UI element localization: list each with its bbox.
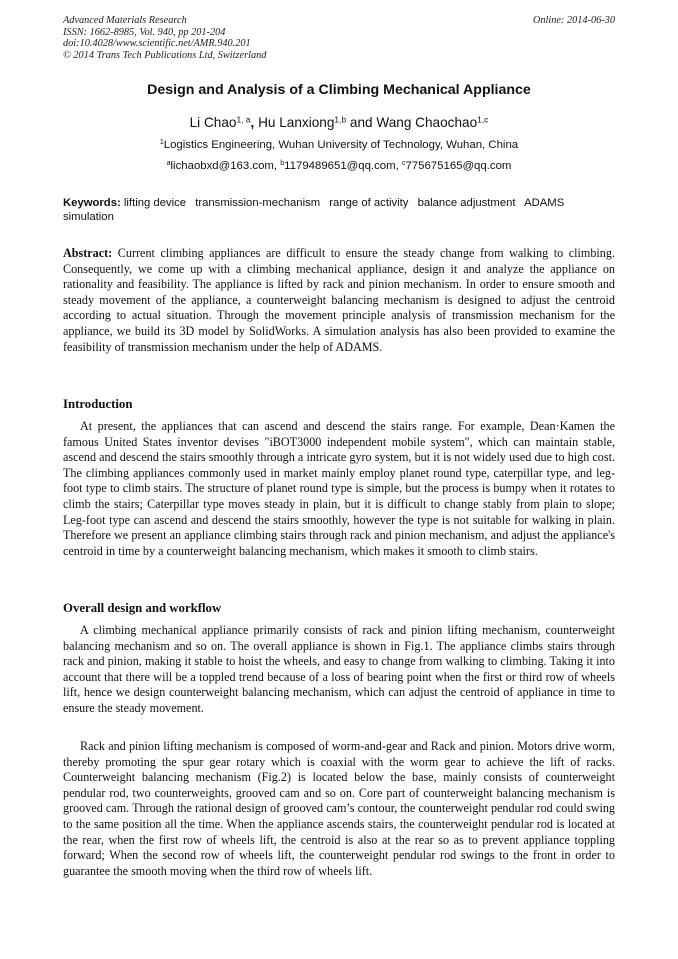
affiliation-text: Logistics Engineering, Wuhan University of Technology, Wuhan, China [163,139,519,151]
overall-design-paragraph: A climbing mechanical appliance primarily consists of rack and pinion lifting mechanism, counterweight balancing mechanism and so on. The overall appliance is shown in Fig.1. The appliance climbs stairs through rack and pinion, making it stable to hoist the wheels, and easy to change from walking to climbing. Taking it into account that there will be a toppled trend because of a loss of bearing point when the first or third row of wheels lift, hence we design counterweight balancing mechanism, which can adjust the centroid of appliance in time to ensure the steady movement. [63,623,615,715]
author-name: Wang Chaochao [376,115,478,130]
author-and: and [349,115,373,130]
journal-name: Advanced Materials Research [63,15,187,26]
author-affiliation-mark: 1,b [334,114,347,125]
keyword: transmission-mechanism [195,197,321,209]
author-name: Li Chao [189,115,237,130]
email-link[interactable]: 1179489651@qq.com [284,160,396,172]
keywords [63,196,615,224]
section-heading-overall-design: Overall design and workflow [63,601,222,615]
email-link[interactable]: 775675165@qq.com [405,160,512,172]
keyword: balance adjustment [417,197,516,209]
author-name: Hu Lanxiong [258,115,335,130]
journal-issn: ISSN: 1662-8985, Vol. 940, pp 201-204 [63,26,226,38]
abstract-text: Current climbing appliances are difficult to ensure the steady change from walking to climbing. Consequently, we come up with a climbing mechanical appliance, design it and analyze the appliance on rationality and feasibility. The appliance is lifted by rack and pinion mechanism. In order to ensure smooth and steady movement of the appliance, a counterweight balancing mechanism is designed to adjust the centroid according to actual situation. Through the movement principle analysis of transmission mechanism for the appliance, we build its 3D model by SolidWorks. A simulation analysis has also been provided to examine the feasibility of transmission mechanism under the help of ADAMS. [63,246,615,354]
abstract-label: Abstract: [63,246,113,260]
keyword: range of activity [329,197,409,209]
author-list [0,115,678,130]
keyword: ADAMS simulation [63,197,565,224]
overall-design-paragraph: Rack and pinion lifting mechanism is composed of worm-and-gear and Rack and pinion. Motors drive worm, thereby promoting the spur gear rotary which is coaxial with the worm gear to achieve the lift of racks. Counterweight balancing mechanism (Fig.2) is located below the base, mainly consists of counterweight pendular rod, two counterweights, grooved cam and so on. Core part of counterweight balancing mechanism is grooved cam. Through the rational design of grooved cam’s contour, the counterweight pendular rod could swing to the same position all the time. When the appliance ascends stairs, the counterweight pendular rod is located at the rear, when the first row of wheels lift, the centroid is also at the rear so as to prevent appliance toppling forward; When the second row of wheels lift, the counterweight pendular rod swings to the front in order to guarantee the smooth moving when the third row of wheels lift. [63,739,615,878]
introduction-paragraph: At present, the appliances that can ascend and descend the stairs range. For example, Dean·Kamen the famous United States inventor devises "iBOT3000 independent mobile system", which can maintain stable, ascend and descend the stairs smoothly through a intricate gyro system, but it is not widely used due to high cost. The climbing appliances commonly used in market mainly employ planet round type, caterpillar type, and leg-foot type to climb stairs. The structure of planet round type is simple, but the process is bumpy when it rotates to climb the stairs; Caterpillar type moves steady in plain, but it is difficult to change stably from plain to slope; Leg-foot type can ascend and descend the stairs smoothly, however the type is not suitable for walking in plain. Therefore we present an appliance climbing stairs through rack and pinion mechanism, and adjust the appliance's centroid in time by a counterweight balancing mechanism, which makes it smooth to climb stairs. [63,419,615,558]
abstract [63,246,615,355]
email-mark: c [401,160,406,168]
online-date: Online: 2014-06-30 [532,15,615,26]
email-mark: a [166,160,171,168]
email-list: $^a$lichaobxd@163.com, $^b$1179489651@qq.com, $^c$775675165@qq.com [166,160,512,172]
email-mark: b [280,160,285,168]
email-link[interactable]: lichaobxd@163.com [170,160,274,172]
author-affiliation-mark: 1,c [477,114,489,125]
author-affiliation-mark: 1, a [236,114,251,125]
journal-copyright: © 2014 Trans Tech Publications Ltd, Switzerland [63,49,267,61]
section-heading-introduction: Introduction [63,397,133,411]
affiliation-mark: 1 [159,139,164,147]
keywords-label: Keywords: [63,197,121,209]
affiliation [0,139,678,151]
keyword: lifting device [123,197,187,209]
journal-doi: doi:10.4028/www.scientific.net/AMR.940.201 [63,38,251,50]
journal-header [63,15,266,61]
author-separator: , [250,115,255,130]
paper-title: Design and Analysis of a Climbing Mechanical Appliance [147,82,531,98]
